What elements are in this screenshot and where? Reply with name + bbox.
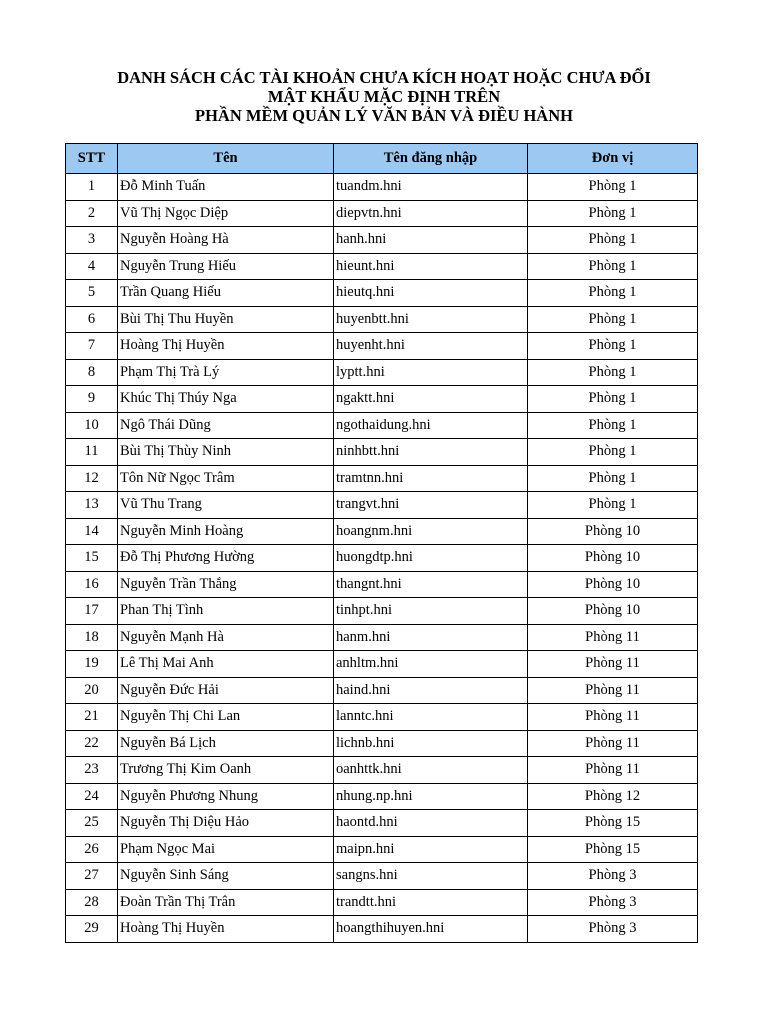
- cell-unit: Phòng 1: [528, 200, 698, 227]
- cell-username: lanntc.hni: [334, 704, 528, 731]
- cell-stt: 12: [66, 465, 118, 492]
- cell-unit: Phòng 1: [528, 227, 698, 254]
- table-row: [66, 200, 698, 227]
- cell-unit: Phòng 11: [528, 704, 698, 731]
- table-row: [66, 518, 698, 545]
- header-name: Tên: [118, 144, 334, 174]
- cell-name: Ngô Thái Dũng: [118, 412, 334, 439]
- cell-username: sangns.hni: [334, 863, 528, 890]
- cell-unit: Phòng 1: [528, 439, 698, 466]
- cell-stt: 21: [66, 704, 118, 731]
- cell-name: Bùi Thị Thu Huyền: [118, 306, 334, 333]
- cell-username: maipn.hni: [334, 836, 528, 863]
- cell-unit: Phòng 11: [528, 730, 698, 757]
- cell-username: tramtnn.hni: [334, 465, 528, 492]
- cell-username: huyenbtt.hni: [334, 306, 528, 333]
- cell-stt: 20: [66, 677, 118, 704]
- cell-unit: Phòng 11: [528, 757, 698, 784]
- table-row: [66, 412, 698, 439]
- cell-unit: Phòng 10: [528, 518, 698, 545]
- cell-name: Bùi Thị Thùy Ninh: [118, 439, 334, 466]
- cell-name: Nguyễn Hoàng Hà: [118, 227, 334, 254]
- table-row: [66, 227, 698, 254]
- cell-unit: Phòng 3: [528, 916, 698, 943]
- cell-name: Phạm Ngọc Mai: [118, 836, 334, 863]
- cell-username: thangnt.hni: [334, 571, 528, 598]
- cell-username: diepvtn.hni: [334, 200, 528, 227]
- cell-name: Nguyễn Trần Thắng: [118, 571, 334, 598]
- cell-username: tinhpt.hni: [334, 598, 528, 625]
- table-row: [66, 598, 698, 625]
- cell-username: hanm.hni: [334, 624, 528, 651]
- cell-username: ninhbtt.hni: [334, 439, 528, 466]
- cell-unit: Phòng 1: [528, 333, 698, 360]
- cell-username: oanhttk.hni: [334, 757, 528, 784]
- table-row: [66, 757, 698, 784]
- cell-unit: Phòng 1: [528, 359, 698, 386]
- cell-stt: 11: [66, 439, 118, 466]
- cell-stt: 1: [66, 174, 118, 201]
- cell-stt: 7: [66, 333, 118, 360]
- cell-username: hanh.hni: [334, 227, 528, 254]
- cell-username: haontd.hni: [334, 810, 528, 837]
- cell-name: Nguyễn Đức Hải: [118, 677, 334, 704]
- cell-stt: 28: [66, 889, 118, 916]
- cell-name: Hoàng Thị Huyền: [118, 916, 334, 943]
- cell-stt: 16: [66, 571, 118, 598]
- cell-unit: Phòng 15: [528, 810, 698, 837]
- cell-stt: 22: [66, 730, 118, 757]
- cell-unit: Phòng 10: [528, 571, 698, 598]
- cell-unit: Phòng 11: [528, 677, 698, 704]
- cell-stt: 6: [66, 306, 118, 333]
- title-line-2: MẬT KHẨU MẶC ĐỊNH TRÊN: [267, 87, 501, 106]
- cell-name: Đoàn Trần Thị Trân: [118, 889, 334, 916]
- table-row: [66, 810, 698, 837]
- cell-username: lyptt.hni: [334, 359, 528, 386]
- header-row: [66, 144, 698, 174]
- table-row: [66, 889, 698, 916]
- cell-stt: 3: [66, 227, 118, 254]
- cell-username: hieutq.hni: [334, 280, 528, 307]
- table-row: [66, 174, 698, 201]
- cell-unit: Phòng 1: [528, 253, 698, 280]
- cell-stt: 27: [66, 863, 118, 890]
- table-row: [66, 333, 698, 360]
- cell-unit: Phòng 1: [528, 465, 698, 492]
- header-unit: Đơn vị: [528, 144, 698, 174]
- table-row: [66, 863, 698, 890]
- cell-stt: 26: [66, 836, 118, 863]
- cell-name: Lê Thị Mai Anh: [118, 651, 334, 678]
- cell-unit: Phòng 11: [528, 651, 698, 678]
- cell-unit: Phòng 1: [528, 306, 698, 333]
- cell-name: Nguyễn Thị Diệu Hảo: [118, 810, 334, 837]
- cell-name: Nguyễn Thị Chi Lan: [118, 704, 334, 731]
- cell-stt: 5: [66, 280, 118, 307]
- cell-username: trangvt.hni: [334, 492, 528, 519]
- cell-name: Khúc Thị Thúy Nga: [118, 386, 334, 413]
- document-title: [0, 68, 768, 125]
- cell-username: ngaktt.hni: [334, 386, 528, 413]
- cell-username: huyenht.hni: [334, 333, 528, 360]
- cell-name: Nguyễn Mạnh Hà: [118, 624, 334, 651]
- cell-stt: 9: [66, 386, 118, 413]
- table-row: [66, 545, 698, 572]
- title-line-3: PHẦN MỀM QUẢN LÝ VĂN BẢN VÀ ĐIỀU HÀNH: [195, 106, 573, 125]
- table-row: [66, 624, 698, 651]
- cell-name: Nguyễn Sinh Sáng: [118, 863, 334, 890]
- cell-unit: Phòng 1: [528, 412, 698, 439]
- table-row: [66, 730, 698, 757]
- cell-username: hoangnm.hni: [334, 518, 528, 545]
- cell-unit: Phòng 1: [528, 280, 698, 307]
- cell-username: anhltm.hni: [334, 651, 528, 678]
- cell-name: Vũ Thị Ngọc Diệp: [118, 200, 334, 227]
- cell-stt: 18: [66, 624, 118, 651]
- cell-name: Nguyễn Phương Nhung: [118, 783, 334, 810]
- cell-name: Đỗ Thị Phương Hường: [118, 545, 334, 572]
- cell-stt: 4: [66, 253, 118, 280]
- header-stt: STT: [66, 144, 118, 174]
- cell-stt: 19: [66, 651, 118, 678]
- cell-name: Nguyễn Minh Hoàng: [118, 518, 334, 545]
- table-row: [66, 306, 698, 333]
- table-row: [66, 465, 698, 492]
- table-row: [66, 916, 698, 943]
- cell-unit: Phòng 11: [528, 624, 698, 651]
- table-row: [66, 704, 698, 731]
- cell-stt: 15: [66, 545, 118, 572]
- cell-stt: 8: [66, 359, 118, 386]
- cell-name: Phan Thị Tình: [118, 598, 334, 625]
- title-line-1: DANH SÁCH CÁC TÀI KHOẢN CHƯA KÍCH HOẠT HOẶC CHƯA ĐỔI: [117, 68, 651, 87]
- cell-username: hoangthihuyen.hni: [334, 916, 528, 943]
- cell-name: Vũ Thu Trang: [118, 492, 334, 519]
- cell-stt: 23: [66, 757, 118, 784]
- table-row: [66, 253, 698, 280]
- cell-name: Phạm Thị Trà Lý: [118, 359, 334, 386]
- header-username: Tên đăng nhập: [334, 144, 528, 174]
- table-row: [66, 492, 698, 519]
- table-row: [66, 280, 698, 307]
- cell-name: Trần Quang Hiếu: [118, 280, 334, 307]
- cell-username: haind.hni: [334, 677, 528, 704]
- cell-stt: 25: [66, 810, 118, 837]
- table-row: [66, 359, 698, 386]
- cell-stt: 2: [66, 200, 118, 227]
- table-header: [66, 144, 698, 174]
- table-row: [66, 386, 698, 413]
- cell-unit: Phòng 1: [528, 492, 698, 519]
- cell-name: Tôn Nữ Ngọc Trâm: [118, 465, 334, 492]
- table-row: [66, 439, 698, 466]
- cell-username: hieunt.hni: [334, 253, 528, 280]
- cell-stt: 13: [66, 492, 118, 519]
- cell-unit: Phòng 1: [528, 174, 698, 201]
- cell-stt: 10: [66, 412, 118, 439]
- cell-username: huongdtp.hni: [334, 545, 528, 572]
- cell-stt: 24: [66, 783, 118, 810]
- table-row: [66, 571, 698, 598]
- cell-unit: Phòng 10: [528, 598, 698, 625]
- table-row: [66, 677, 698, 704]
- cell-name: Đỗ Minh Tuấn: [118, 174, 334, 201]
- table-body: [66, 174, 698, 943]
- cell-unit: Phòng 3: [528, 863, 698, 890]
- cell-unit: Phòng 1: [528, 386, 698, 413]
- cell-username: nhung.np.hni: [334, 783, 528, 810]
- table-row: [66, 836, 698, 863]
- cell-username: trandtt.hni: [334, 889, 528, 916]
- cell-name: Nguyễn Trung Hiếu: [118, 253, 334, 280]
- cell-stt: 14: [66, 518, 118, 545]
- cell-unit: Phòng 10: [528, 545, 698, 572]
- accounts-table: [65, 143, 698, 943]
- cell-username: ngothaidung.hni: [334, 412, 528, 439]
- cell-stt: 29: [66, 916, 118, 943]
- table-row: [66, 783, 698, 810]
- cell-name: Nguyễn Bá Lịch: [118, 730, 334, 757]
- cell-username: tuandm.hni: [334, 174, 528, 201]
- table-row: [66, 651, 698, 678]
- cell-username: lichnb.hni: [334, 730, 528, 757]
- cell-unit: Phòng 15: [528, 836, 698, 863]
- cell-unit: Phòng 12: [528, 783, 698, 810]
- cell-unit: Phòng 3: [528, 889, 698, 916]
- cell-stt: 17: [66, 598, 118, 625]
- cell-name: Trương Thị Kim Oanh: [118, 757, 334, 784]
- cell-name: Hoàng Thị Huyền: [118, 333, 334, 360]
